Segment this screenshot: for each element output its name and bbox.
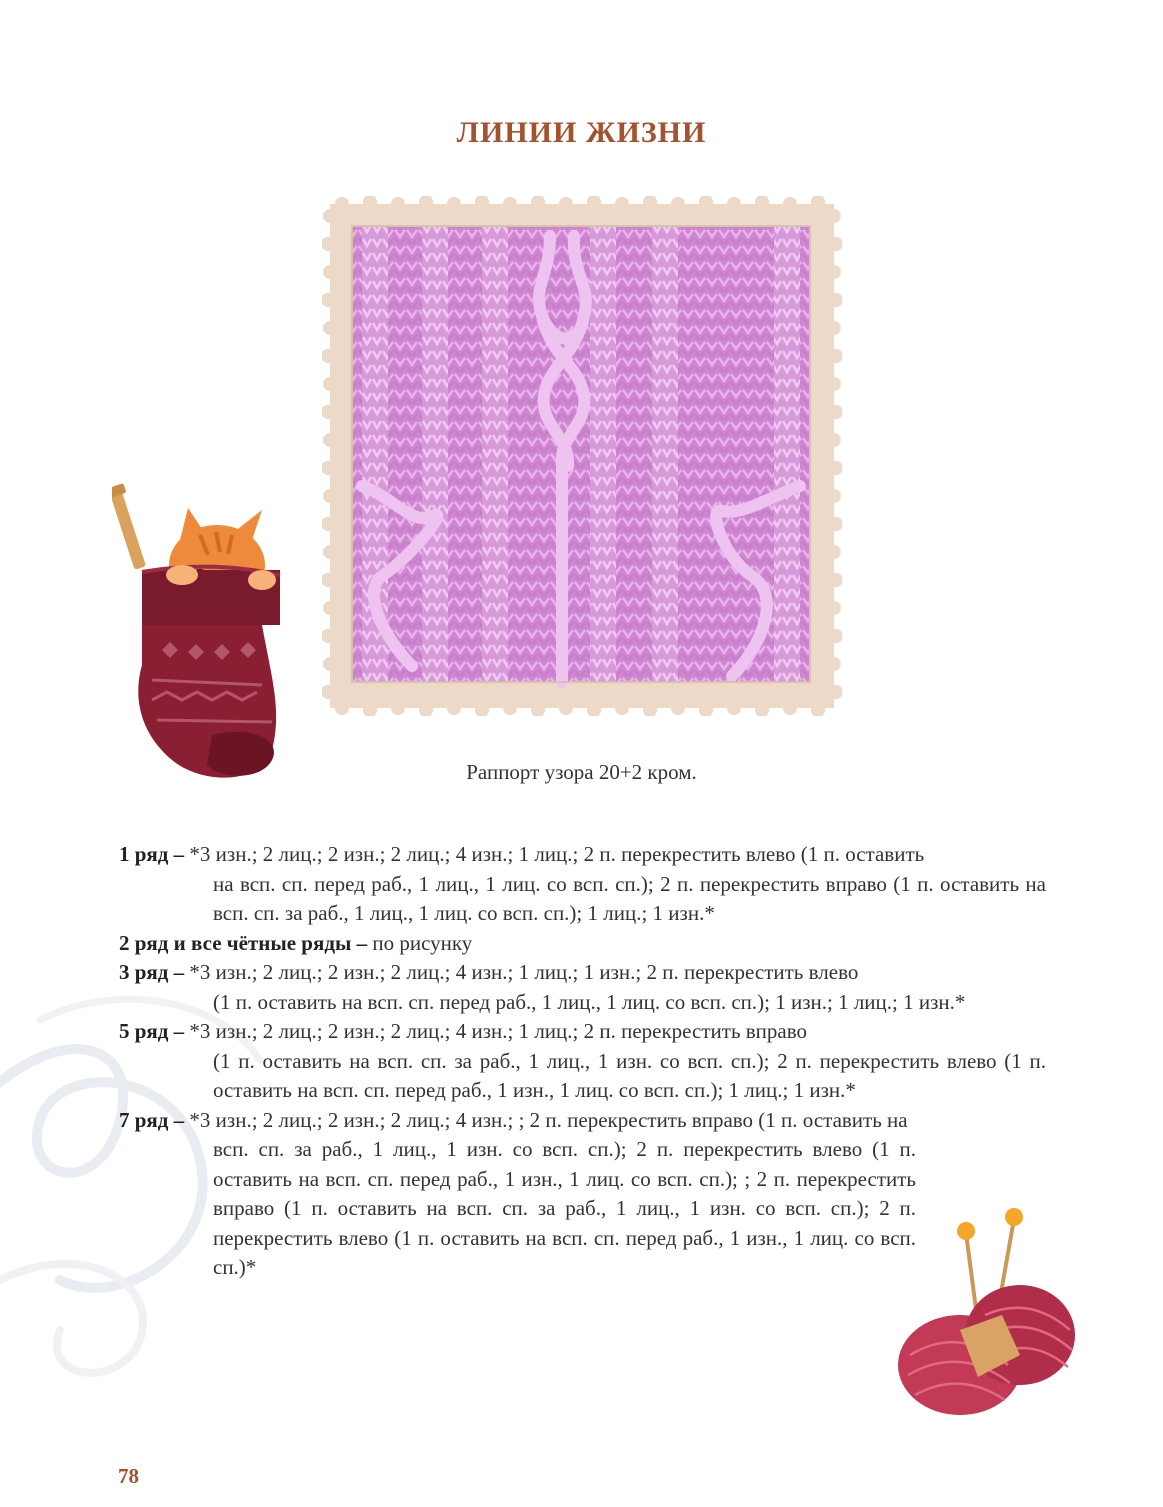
- knitted-sample-photo: [322, 196, 842, 716]
- cat-in-sock-icon: [112, 480, 302, 790]
- instruction-row-2: [119, 929, 1046, 959]
- row-text: *3 изн.; 2 лиц.; 2 изн.; 2 лиц.; 4 изн.; ; 2 п. перекрестить вправо (1 п. оставить на: [189, 1107, 908, 1132]
- instruction-row-1-cont: на всп. сп. перед раб., 1 лиц., 1 лиц. со всп. сп.); 2 п. перекрестить вправо (1 п. оставить на всп. сп. за раб., 1 лиц., 1 лиц. со всп. сп.); 1 лиц.; 1 изн.*: [213, 871, 1046, 925]
- row-text: по рисунку: [372, 930, 473, 955]
- instruction-row-3: [119, 958, 1046, 988]
- instruction-row-7-cont: всп. сп. за раб., 1 лиц., 1 изн. со всп. сп.); 2 п. перекрестить влево (1 п. оставить на всп. сп. перед раб., 1 изн., 1 лиц. со всп. сп.); ; 2 п. перекрестить вправо (1 п. оставить на всп. сп. за раб., 1 лиц., 1 изн. со всп. сп.); 2 п. перекрестить влево (1 п. оставить на всп. сп. перед раб., 1 изн., 1 лиц. со всп. сп.)*: [213, 1137, 916, 1279]
- row-label: 2 ряд и все чётные ряды –: [119, 930, 368, 955]
- row-label: 5 ряд –: [119, 1019, 185, 1043]
- row-label: 7 ряд –: [119, 1107, 185, 1132]
- yarn-ball-with-needles-icon: [890, 1205, 1080, 1420]
- page-title: ЛИНИИ ЖИЗНИ: [456, 116, 707, 149]
- instruction-row-1: [119, 840, 1046, 870]
- row-label: 3 ряд –: [119, 960, 185, 984]
- instruction-row-7: [119, 1106, 1046, 1136]
- row-text: *3 изн.; 2 лиц.; 2 изн.; 2 лиц.; 4 изн.; 1 лиц.; 2 п. перекрестить вправо: [189, 1019, 808, 1043]
- instruction-row-3-cont: (1 п. оставить на всп. сп. перед раб., 1 лиц., 1 лиц. со всп. сп.); 1 изн.; 1 лиц.; 1 изн.*: [213, 989, 966, 1014]
- instruction-row-5: [119, 1017, 1046, 1047]
- pattern-caption: Раппорт узора 20+2 кром.: [466, 760, 697, 784]
- row-label: 1 ряд –: [119, 842, 185, 866]
- row-text: *3 изн.; 2 лиц.; 2 изн.; 2 лиц.; 4 изн.; 1 лиц.; 1 изн.; 2 п. перекрестить влево: [189, 960, 859, 984]
- row-text: *3 изн.; 2 лиц.; 2 изн.; 2 лиц.; 4 изн.; 1 лиц.; 2 п. перекрестить влево (1 п. оставить: [189, 842, 925, 866]
- instruction-row-5-cont: (1 п. оставить на всп. сп. за раб., 1 лиц., 1 изн. со всп. сп.); 2 п. перекрестить влево (1 п. оставить на всп. сп. перед раб., 1 изн., 1 лиц. со всп. сп.); 1 лиц.; 1 изн.*: [213, 1048, 1046, 1102]
- page-number: 78: [118, 1464, 139, 1488]
